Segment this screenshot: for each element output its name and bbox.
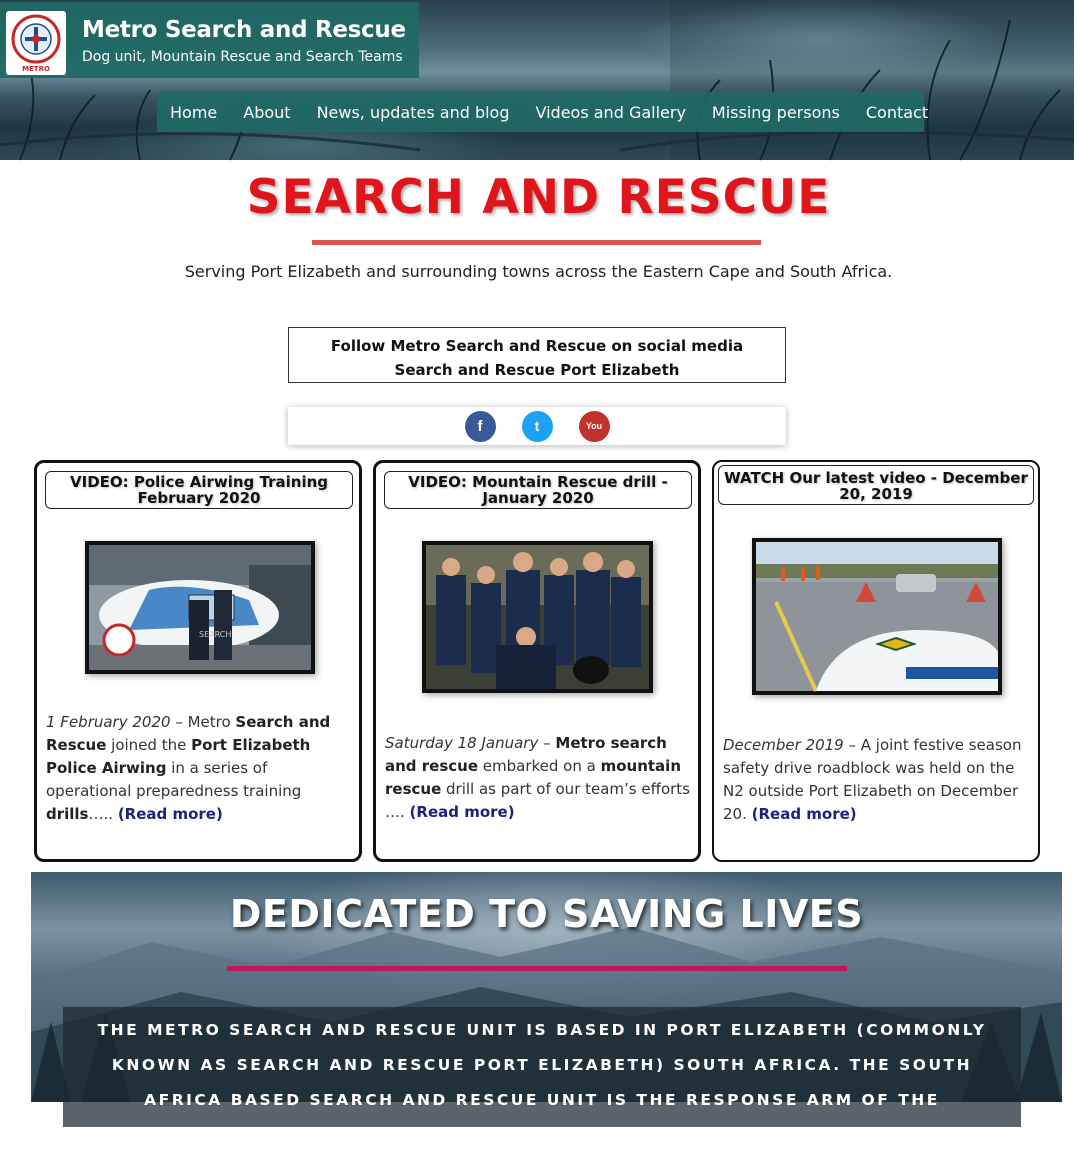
logo-text: METRO (22, 65, 50, 73)
read-more-link[interactable]: (Read more) (751, 805, 857, 823)
brand-block[interactable] (0, 2, 419, 78)
post-card-mountain-rescue (373, 460, 701, 862)
post-card-roadblock (712, 460, 1040, 862)
site-tagline: Dog unit, Mountain Rescue and Search Teams (82, 49, 403, 65)
follow-line-2: Search and Rescue Port Elizabeth (394, 361, 680, 379)
dedicated-section (31, 872, 1062, 1144)
site-logo[interactable] (6, 11, 66, 75)
read-more-link[interactable]: (Read more) (409, 803, 515, 821)
youtube-icon[interactable]: You (579, 411, 610, 442)
social-follow-box (288, 327, 786, 383)
card-excerpt: Saturday 18 January – Metro search and rescue embarked on a mountain rescue drill as part of our team’s efforts …. (Read more) (385, 734, 690, 821)
nav-item-missing-persons[interactable]: Missing persons (711, 102, 840, 122)
card-excerpt: December 2019 – A joint festive season safety drive roadblock was held on the N2 outside Port Elizabeth on December 20. (Read more) (723, 736, 1022, 823)
nav-item-news[interactable]: News, updates and blog (316, 102, 510, 122)
hero-subtitle: Serving Port Elizabeth and surrounding towns across the Eastern Cape and South Africa. (184, 262, 893, 281)
svg-text:SEARCH: SEARCH (199, 630, 232, 639)
social-icons-bar (288, 407, 786, 445)
facebook-icon[interactable]: f (465, 411, 496, 442)
nav-item-contact[interactable]: Contact (865, 102, 929, 122)
card-thumbnail-helicopter[interactable] (85, 541, 315, 674)
card-title[interactable]: VIDEO: Police Airwing Training February 2020 (45, 471, 353, 509)
follow-line-1: Follow Metro Search and Rescue on social media (330, 337, 744, 355)
site-header (0, 0, 1074, 160)
dedicated-title: DEDICATED TO SAVING LIVES (229, 892, 864, 936)
site-title[interactable]: Metro Search and Rescue (82, 17, 406, 43)
about-unit-text: THE METRO SEARCH AND RESCUE UNIT IS BASED IN PORT ELIZABETH (COMMONLY KNOWN AS SEARCH AND RESCUE PORT ELIZABETH) SOUTH AFRICA. THE SOUTH AFRICA BASED SEARCH AND RESCUE UNIT IS THE RESPONSE ARM OF THE MUNICIPAL (63, 1007, 1021, 1127)
hero-title: SEARCH AND RESCUE (246, 170, 831, 225)
nav-item-about[interactable]: About (243, 102, 291, 122)
twitter-icon[interactable]: t (522, 411, 553, 442)
card-thumbnail-team[interactable] (422, 541, 653, 693)
dedicated-divider (227, 966, 847, 971)
main-nav (157, 92, 929, 132)
read-more-link[interactable]: (Read more) (117, 805, 223, 823)
card-excerpt: 1 February 2020 – Metro Search and Rescue joined the Port Elizabeth Police Airwing in a series of operational preparedness training drills….. (Read more) (46, 713, 331, 823)
card-thumbnail-roadblock[interactable] (752, 538, 1002, 695)
card-title[interactable]: VIDEO: Mountain Rescue drill - January 2020 (384, 471, 692, 509)
hero-divider (312, 240, 761, 245)
nav-item-home[interactable]: Home (170, 102, 218, 122)
nav-item-videos[interactable]: Videos and Gallery (535, 102, 686, 122)
post-card-airwing (34, 460, 362, 862)
card-title[interactable]: WATCH Our latest video - December 20, 2019 (718, 465, 1034, 505)
